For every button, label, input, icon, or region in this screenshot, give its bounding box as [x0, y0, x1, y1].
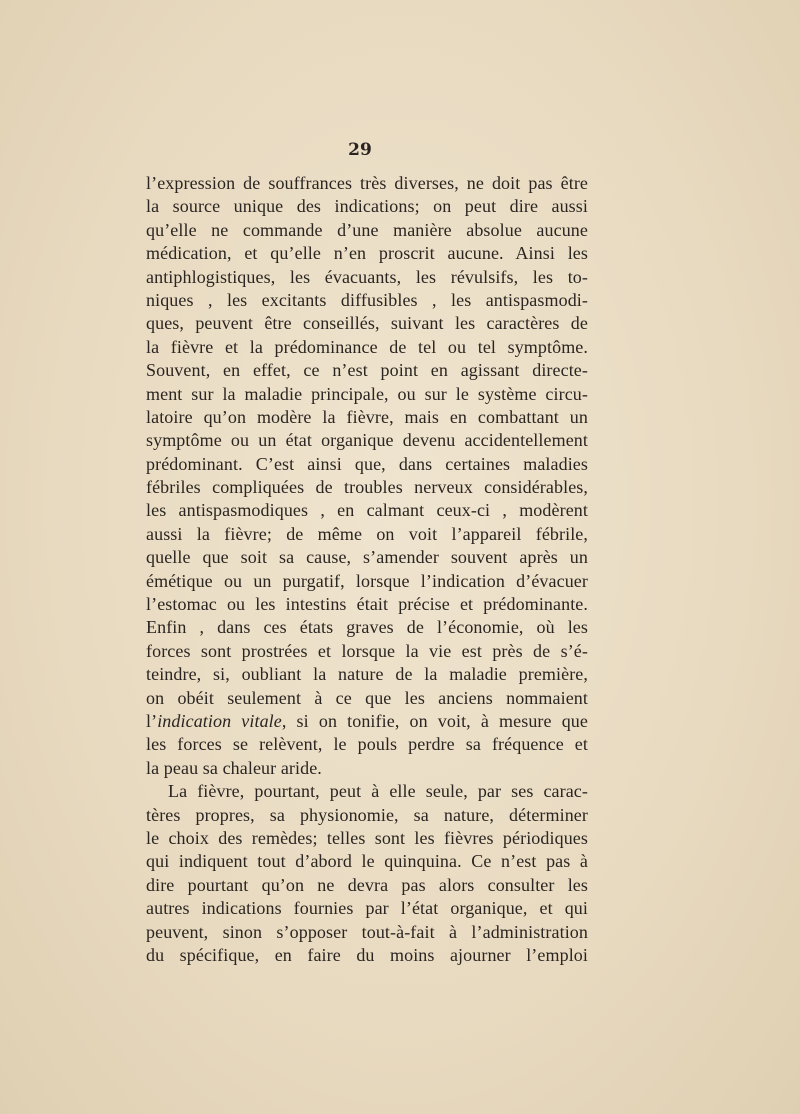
text-line: Souvent, en effet, ce n’est point en agissant directe-: [146, 360, 588, 381]
text-line: tères propres, sa physionomie, sa nature, déterminer: [146, 804, 588, 825]
italic-phrase: indication vitale: [157, 710, 282, 731]
text-line: symptôme ou un état organique devenu accidentellement: [146, 430, 588, 451]
text-line: émétique ou un purgatif, lorsque l’indication d’évacuer: [146, 570, 588, 591]
text-line: forces sont prostrées et lorsque la vie est près de s’é-: [146, 640, 588, 661]
text-line: dire pourtant qu’on ne devra pas alors consulter les: [146, 874, 588, 895]
text-line: la fièvre et la prédominance de tel ou tel symptôme.: [146, 336, 588, 357]
text-line: autres indications fournies par l’état organique, et qui: [146, 898, 588, 919]
text-line: les forces se relèvent, le pouls perdre sa fréquence et: [146, 734, 588, 755]
text-line: qui indiquent tout d’abord le quinquina. Ce n’est pas à: [146, 851, 588, 872]
text-line: l’expression de souffrances très diverses, ne doit pas être: [146, 173, 588, 193]
text-line: fébriles compliquées de troubles nerveux considérables,: [146, 477, 588, 498]
text-line: niques , les excitants diffusibles , les antispasmodi-: [146, 289, 588, 310]
text-line: ques, peuvent être conseillés, suivant les caractères de: [146, 313, 588, 334]
text-line: peuvent, sinon s’opposer tout-à-fait à l’administration: [146, 921, 588, 942]
text-line: l’estomac ou les intestins était précise et prédominante.: [146, 594, 588, 615]
text-line: on obéit seulement à ce que les anciens nommaient: [146, 687, 588, 708]
text-line: La fièvre, pourtant, peut à elle seule, par ses carac-: [168, 781, 588, 802]
text-line: ment sur la maladie principale, ou sur le système circu-: [146, 383, 588, 404]
text-line: la source unique des indications; on peut dire aussi: [146, 196, 588, 217]
text-line: teindre, si, oubliant la nature de la maladie première,: [146, 664, 588, 685]
text-fragment: l’: [146, 710, 158, 731]
text-fragment: , si on tonifie, on voit, à mesure que: [281, 710, 588, 731]
text-line: le choix des remèdes; telles sont les fièvres périodiques: [146, 827, 588, 848]
body-text: [146, 172, 588, 967]
text-line: quelle que soit sa cause, s’amender souvent après un: [146, 547, 588, 568]
text-line: [146, 710, 588, 733]
page-number: 29: [348, 140, 372, 160]
text-line: aussi la fièvre; de même on voit l’appareil fébrile,: [146, 523, 588, 544]
text-line: prédominant. C’est ainsi que, dans certaines maladies: [146, 453, 588, 474]
text-line: qu’elle ne commande d’une manière absolue aucune: [146, 219, 588, 240]
text-line: la peau sa chaleur aride.: [146, 757, 322, 778]
text-line: médication, et qu’elle n’en proscrit aucune. Ainsi les: [146, 243, 588, 264]
text-line: antiphlogistiques, les évacuants, les révulsifs, les to-: [146, 266, 588, 287]
text-line: latoire qu’on modère la fièvre, mais en combattant un: [146, 406, 588, 427]
text-line: du spécifique, en faire du moins ajourner l’emploi: [146, 944, 588, 965]
text-line: les antispasmodiques , en calmant ceux-ci , modèrent: [146, 500, 588, 521]
text-line: Enfin , dans ces états graves de l’économie, où les: [146, 617, 588, 638]
